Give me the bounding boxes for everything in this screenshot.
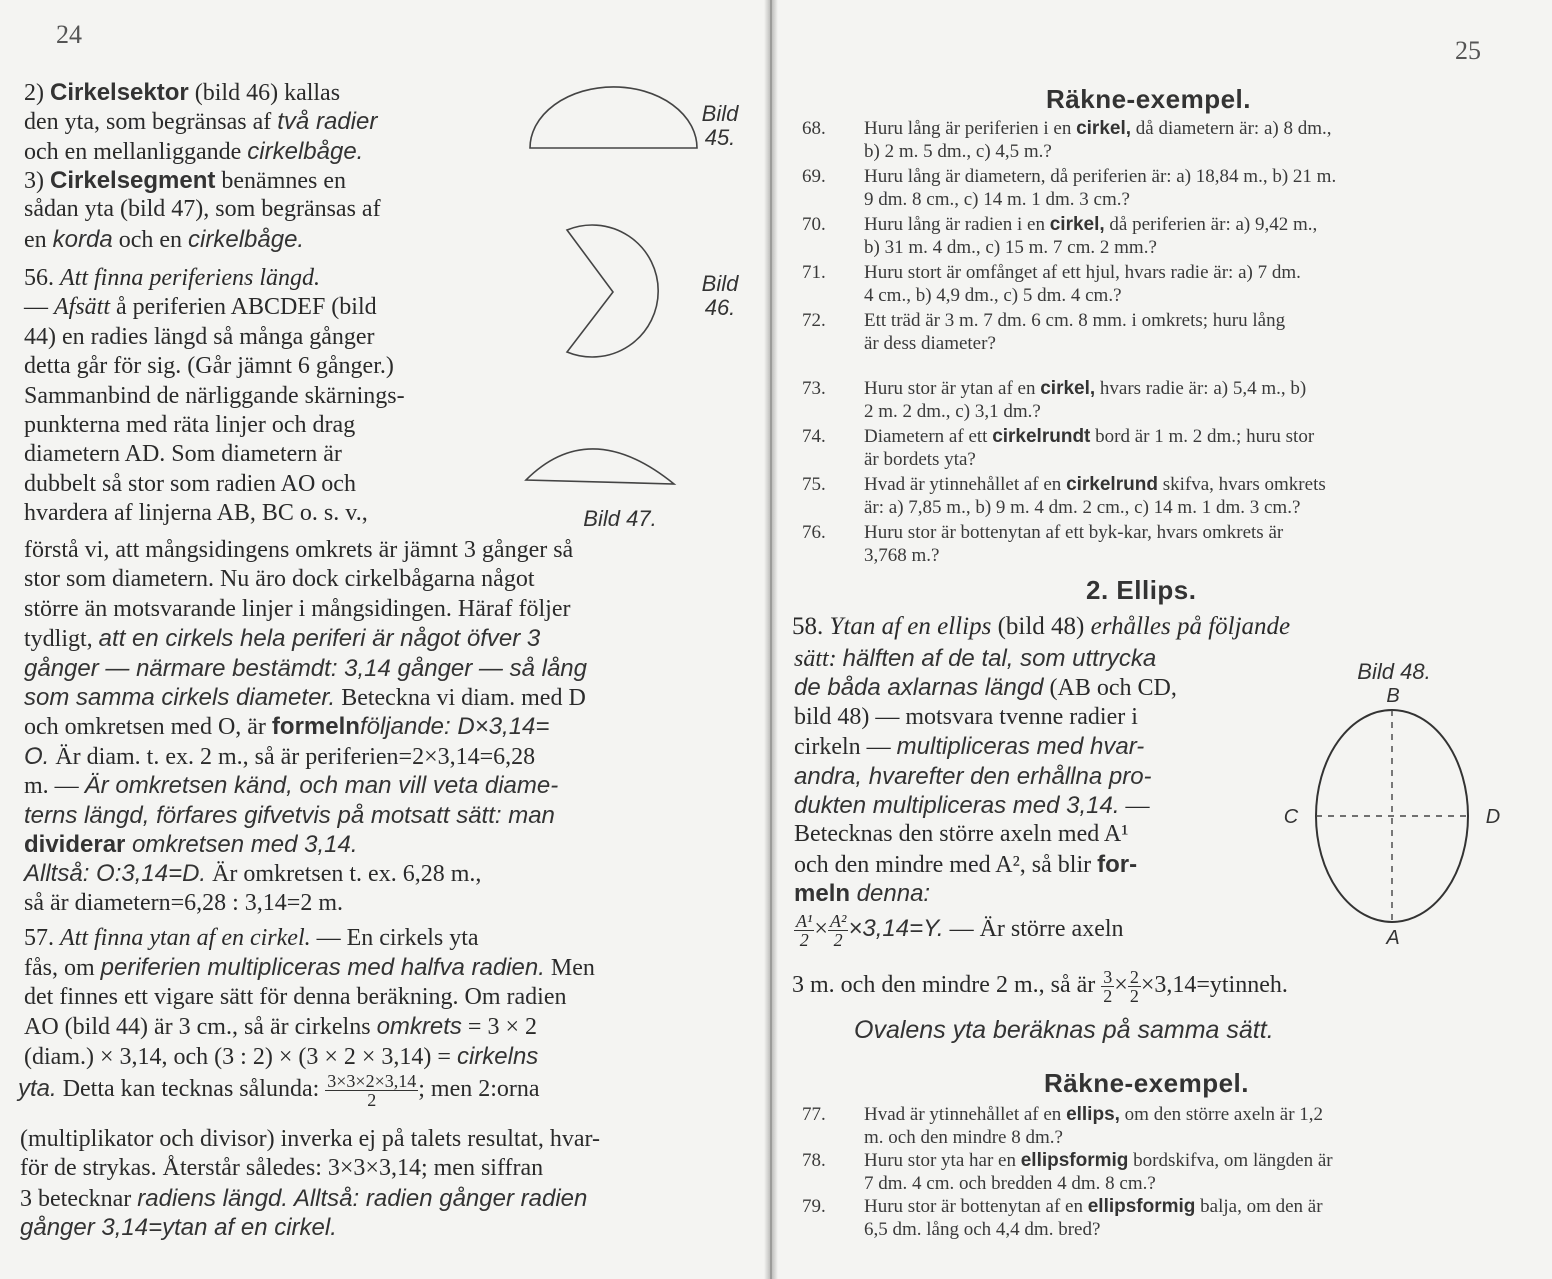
text-line — [794, 673, 1177, 702]
text-line — [24, 595, 587, 624]
bold-term: for- — [1097, 850, 1138, 878]
label-A: A — [1386, 927, 1400, 949]
text-run: AO (bild 44) är 3 cm., så är cirkelns — [24, 1014, 377, 1041]
text-run: Sammanbind de närliggande skärnings- — [24, 382, 405, 409]
fraction-line-after: ; men 2:orna — [418, 1076, 540, 1103]
exercise-text — [864, 1104, 1524, 1149]
text-run: och en mellanliggande — [24, 138, 248, 165]
italic-heading: Afsätt — [54, 294, 111, 321]
text-line — [24, 293, 405, 322]
text-line — [24, 624, 587, 653]
text-line — [24, 1042, 595, 1071]
text-line — [792, 612, 1290, 641]
text-line — [20, 1125, 600, 1154]
italic-phrase: omkrets — [376, 1013, 462, 1041]
text-run: så är diametern=6,28 : 3,14=2 m. — [24, 889, 343, 916]
text-run: — — [1119, 792, 1150, 819]
text-line — [794, 732, 1177, 761]
example-line: 3 m. och den mindre 2 m., så är $\frac{3}{2}$ × $\frac{2}{2}$ ×3,14=ytinneh. — [792, 967, 1288, 1006]
bold-term: dividerar — [24, 830, 126, 858]
italic-phrase: cirkelbåge. — [247, 137, 364, 165]
bild-46-sector — [555, 222, 685, 357]
section-56-full — [24, 536, 587, 918]
text-line — [864, 333, 1524, 356]
text-run: 4 cm., b) 4,9 dm., c) 5 dm. 4 cm.? — [864, 284, 1122, 306]
text-run: Är diam. t. ex. 2 m., så är periferien=2×3,14=6,28 — [49, 743, 536, 770]
exercise-number: 76. — [802, 522, 826, 543]
text-run: och en — [112, 226, 189, 253]
bold-term: ellips, — [1066, 1104, 1120, 1125]
fraction-line-middle: Detta kan tecknas sålunda: — [56, 1076, 326, 1103]
text-line — [864, 237, 1524, 260]
text-line — [864, 497, 1524, 520]
text-run: bild 48) — motsvara tvenne radier i — [794, 703, 1138, 730]
text-line — [24, 771, 587, 800]
formula-num-2: A² — [829, 911, 847, 931]
text-run: Ett träd är 3 m. 7 dm. 6 cm. 8 mm. i omkrets; huru lång — [864, 310, 1286, 331]
heading-rakne-exempel-1: Räkne-exempel. — [1046, 84, 1251, 114]
text-line — [864, 1219, 1524, 1242]
text-line — [24, 323, 405, 352]
text-line — [24, 859, 587, 888]
text-line — [864, 1150, 1524, 1173]
text-line — [864, 426, 1524, 449]
text-run: bord är 1 m. 2 dm.; huru stor — [1090, 426, 1315, 447]
text-line — [24, 801, 587, 830]
page-number-right: 25 — [1455, 36, 1481, 65]
text-line — [24, 830, 587, 859]
bold-term: cirkel, — [1076, 118, 1132, 139]
exercise-text — [864, 522, 1524, 567]
text-run: då periferien är: a) 9,42 m., — [1104, 214, 1318, 235]
example-before: 3 m. och den mindre 2 m., så är — [792, 972, 1102, 999]
text-run: — — [24, 294, 54, 321]
text-run: Huru lång är radien i en — [864, 214, 1050, 235]
text-run: Huru stor är bottenytan af en — [864, 1196, 1088, 1217]
label-B: B — [1386, 685, 1400, 707]
bold-term: cirkel, — [1049, 214, 1105, 235]
text-run: detta går för sig. (Går jämnt 6 gånger.) — [24, 353, 394, 380]
text-run: och den mindre med A², så blir — [794, 851, 1098, 878]
text-line — [24, 382, 405, 411]
italic-phrase: som samma cirkels diameter. — [24, 683, 336, 711]
text-line — [24, 499, 405, 528]
section-57-tail — [20, 1125, 600, 1243]
text-run: om den större axeln är 1,2 — [1119, 1104, 1324, 1125]
example-num-2: 2 — [1129, 967, 1139, 987]
bold-term: Cirkelsektor — [50, 79, 189, 106]
exercise-number: 70. — [802, 214, 826, 235]
text-run: (bild 48) — [991, 613, 1091, 640]
text-run: — En cirkels yta — [310, 925, 479, 951]
text-line — [24, 411, 405, 440]
italic-heading: Ytan af en ellips — [829, 613, 992, 640]
text-run: = 3 × 2 — [461, 1014, 537, 1041]
italic-heading: Att finna ytan af en cirkel. — [60, 925, 311, 951]
exercise-text — [864, 378, 1524, 423]
bild-47-segment — [520, 432, 680, 492]
text-run: är bordets yta? — [864, 448, 976, 470]
italic-phrase: cirkelbåge. — [188, 225, 305, 253]
text-line — [794, 820, 1177, 849]
text-run: Beteckna vi diam. med D — [335, 684, 586, 711]
label-C: C — [1283, 806, 1299, 828]
exercise-text — [864, 262, 1524, 307]
paragraph-cirkelsektor — [24, 78, 377, 166]
text-line — [24, 137, 377, 166]
section-57 — [24, 924, 595, 1071]
text-run: 7 dm. 4 cm. och bredden 4 dm. 8 cm.? — [864, 1172, 1156, 1194]
italic-phrase: följande: D×3,14= — [359, 713, 550, 741]
formula-rest: ×3,14=Y. — [848, 915, 944, 943]
text-run: punkterna med räta linjer och drag — [24, 411, 356, 438]
italic-phrase: O. — [24, 742, 50, 770]
text-run: cirkeln — — [794, 734, 897, 761]
text-line — [864, 545, 1524, 568]
text-line — [794, 850, 1177, 879]
text-run: 6,5 dm. lång och 4,4 dm. bred? — [864, 1218, 1101, 1240]
text-line — [24, 953, 595, 982]
italic-phrase: Är omkretsen känd, och man vill veta diame- — [84, 772, 559, 800]
formula-den-1: 2 — [799, 930, 809, 950]
exercise-number: 72. — [802, 310, 826, 331]
text-line — [24, 536, 587, 565]
text-line — [864, 189, 1524, 212]
text-line — [24, 889, 587, 918]
left-page — [0, 0, 772, 1279]
text-line — [24, 1012, 595, 1041]
italic-phrase: andra, hvarefter den erhållna pro- — [794, 762, 1152, 790]
text-run: 56. — [24, 265, 60, 291]
text-line — [24, 470, 405, 499]
italic-phrase: multipliceras med hvar- — [896, 733, 1145, 761]
formula-after: — Är större axeln — [943, 916, 1124, 943]
text-run: Men — [544, 955, 595, 982]
text-run: Huru stor är bottenytan af ett byk-kar, hvars omkrets är — [864, 522, 1284, 543]
italic-heading: sätt: — [794, 646, 843, 672]
text-run: Diametern af ett — [864, 426, 993, 447]
exercise-number: 68. — [802, 118, 826, 139]
italic-phrase: Alltså: O:3,14=D. — [24, 860, 207, 888]
text-run: dubbelt så stor som radien AO och — [24, 470, 356, 497]
text-line — [24, 195, 381, 224]
section-58-body — [794, 644, 1177, 909]
ovalens-line: Ovalens yta beräknas på samma sätt. — [854, 1016, 1274, 1044]
label-D: D — [1485, 806, 1501, 828]
right-page — [772, 0, 1552, 1279]
fraction-denominator: 2 — [367, 1090, 377, 1110]
text-line — [24, 565, 587, 594]
text-line — [864, 166, 1524, 189]
text-line — [24, 166, 381, 195]
bold-term: ellipsformig — [1020, 1150, 1129, 1171]
text-line — [24, 352, 405, 381]
text-run: bordskifva, om längden är — [1128, 1150, 1333, 1171]
text-run: den yta, som begränsas af — [24, 109, 278, 136]
italic-phrase: hälften af de tal, som uttrycka — [842, 645, 1157, 672]
bold-term: cirkelrundt — [992, 426, 1091, 447]
italic-phrase: korda — [52, 225, 113, 253]
text-run: 3,768 m.? — [864, 544, 940, 566]
paragraph-cirkelsegment — [24, 166, 381, 254]
bild-46-caption: Bild 46. — [701, 271, 739, 320]
text-line — [24, 924, 595, 953]
exercise-number: 74. — [802, 426, 826, 447]
text-run: hvardera af linjerna AB, BC o. s. v., — [24, 500, 368, 527]
example-num-1: 3 — [1103, 967, 1113, 987]
italic-phrase: periferien multipliceras med halfva radien. — [100, 954, 545, 982]
heading-ellips: 2. Ellips. — [1086, 575, 1197, 605]
text-run: är dess diameter? — [864, 332, 996, 354]
text-run: (diam.) × 3,14, och (3 : 2) × (3 × 2 × 3,14) = — [24, 1043, 457, 1070]
text-run: b) 31 m. 4 dm., c) 15 m. 7 cm. 2 mm.? — [864, 236, 1157, 258]
exercise-number: 75. — [802, 474, 826, 495]
text-run: b) 2 m. 5 dm., c) 4,5 m.? — [864, 140, 1052, 162]
text-line — [24, 712, 587, 741]
exercise-text — [864, 474, 1524, 519]
formula-den-2: 2 — [833, 930, 843, 950]
text-line — [24, 264, 405, 293]
text-line — [864, 1196, 1524, 1219]
fraction-line-before: yta. — [18, 1075, 57, 1103]
text-run: Huru stor är ytan af en — [864, 378, 1041, 399]
text-line — [794, 703, 1177, 732]
text-run: 2) — [24, 80, 50, 106]
example-den-2: 2 — [1129, 986, 1139, 1006]
text-line — [864, 1104, 1524, 1127]
text-line — [864, 141, 1524, 164]
text-line — [24, 440, 405, 469]
text-line — [864, 214, 1524, 237]
bold-term: cirkelrund — [1066, 474, 1158, 495]
text-run: (multiplikator och divisor) inverka ej på talets resultat, hvar- — [20, 1126, 601, 1152]
text-run: diametern AD. Som diametern är — [24, 441, 342, 468]
text-line — [24, 225, 381, 254]
text-run: för de strykas. Återstår således: 3×3×3,14; men siffran — [20, 1155, 544, 1182]
text-line — [24, 78, 377, 107]
italic-phrase: radiens längd. Alltså: radien gånger radien — [137, 1184, 588, 1212]
text-run: en — [24, 226, 53, 253]
italic-phrase: dukten multipliceras med 3,14. — [794, 791, 1120, 819]
text-run: förstå vi, att mångsidingens omkrets är jämnt 3 gånger så — [24, 537, 574, 563]
italic-phrase: omkretsen med 3,14. — [125, 830, 358, 858]
text-run: 2 m. 2 dm., c) 3,1 dm.? — [864, 400, 1041, 422]
italic-heading: Att finna periferiens längd. — [60, 265, 320, 291]
text-run: å periferien ABCDEF (bild — [110, 294, 377, 321]
text-run: det finnes ett vigare sätt för denna beräkning. Om radien — [24, 983, 567, 1010]
exercise-text — [864, 1196, 1524, 1241]
text-run: hvars radie är: a) 5,4 m., b) — [1095, 378, 1307, 399]
text-run: Huru stor yta har en — [864, 1150, 1021, 1171]
italic-heading: erhålles på följande — [1090, 613, 1291, 640]
exercise-number: 69. — [802, 166, 826, 187]
text-run: m. och den mindre 8 dm.? — [864, 1126, 1063, 1148]
bild-48-caption: Bild 48. — [1357, 659, 1431, 684]
section-58-first-line — [792, 612, 1290, 641]
text-line — [864, 310, 1524, 333]
bold-term: cirkel, — [1040, 378, 1096, 399]
text-run: Hvad är ytinnehållet af en — [864, 474, 1067, 495]
exercise-number: 77. — [802, 1104, 826, 1125]
text-run: 3) — [24, 168, 50, 194]
text-run: skifva, hvars omkrets — [1157, 474, 1326, 495]
bild-48-ellipse — [1312, 706, 1476, 928]
text-run: Är omkretsen t. ex. 6,28 m., — [206, 861, 482, 888]
exercise-number: 79. — [802, 1196, 826, 1217]
text-line — [20, 1184, 600, 1213]
exercise-text — [864, 118, 1524, 163]
italic-phrase: två radier — [277, 108, 378, 136]
heading-rakne-exempel-2: Räkne-exempel. — [1044, 1068, 1249, 1098]
text-line — [864, 522, 1524, 545]
text-run: sådan yta (bild 47), som begränsas af — [24, 196, 381, 223]
text-run: m. — — [24, 773, 85, 800]
italic-phrase: de båda axlarnas längd — [794, 674, 1044, 702]
exercise-text — [864, 1150, 1524, 1195]
text-run: (bild 46) kallas — [188, 80, 341, 106]
text-run: balja, om den är — [1195, 1196, 1323, 1217]
text-run: fås, om — [24, 955, 101, 982]
text-line — [24, 683, 587, 712]
text-run: 58. — [792, 613, 830, 640]
exercise-text — [864, 166, 1524, 211]
section-56-narrow — [24, 264, 405, 529]
exercise-text — [864, 426, 1524, 471]
ellipse-formula: $\frac{\text{A¹}}{2}$ × $\frac{\text{A²}}{2}$ ×3,14=Y. — Är större axeln — [796, 911, 1124, 950]
text-line — [24, 654, 587, 683]
fraction — [325, 1072, 418, 1109]
text-run: 57. — [24, 925, 60, 951]
text-line — [864, 1173, 1524, 1196]
bold-term: formeln — [271, 713, 360, 741]
text-line — [864, 474, 1524, 497]
text-line — [794, 879, 1177, 908]
example-rest: ×3,14=ytinneh. — [1140, 972, 1288, 999]
text-run: (AB och CD, — [1043, 675, 1177, 702]
italic-phrase: att en cirkels hela periferi är något öfver 3 — [98, 625, 541, 653]
exercise-text — [864, 214, 1524, 259]
text-run: Huru stort är omfånget af ett hjul, hvars radie är: a) 7 dm. — [864, 262, 1301, 283]
text-run: är: a) 7,85 m., b) 9 m. 4 dm. 2 cm., c) 14 m. 1 dm. 3 cm.? — [864, 496, 1301, 518]
bild-45-semicircle — [525, 85, 705, 155]
bild-45-caption: Bild 45. — [701, 101, 739, 150]
text-run: Huru lång är periferien i en — [864, 118, 1077, 139]
text-run: tydligt, — [24, 626, 99, 653]
exercise-text — [864, 310, 1524, 355]
text-line — [24, 107, 377, 136]
exercise-number: 71. — [802, 262, 826, 283]
text-line — [20, 1154, 600, 1183]
text-run: och omkretsen med O, är — [24, 714, 272, 741]
text-run: 3 betecknar — [20, 1185, 138, 1212]
text-line — [864, 118, 1524, 141]
text-line — [20, 1213, 600, 1242]
italic-phrase: gånger 3,14=ytan af en cirkel. — [20, 1214, 337, 1242]
italic-phrase: gånger — närmare bestämdt: 3,14 gånger — så lång — [24, 654, 587, 682]
fraction-numerator: 3×3×2×3,14 — [327, 1071, 417, 1091]
text-run: 44) en radies längd så många gånger — [24, 323, 375, 350]
text-run: stor som diametern. Nu äro dock cirkelbågarna något — [24, 566, 535, 593]
fraction-line — [18, 1072, 540, 1109]
example-den-1: 2 — [1103, 986, 1113, 1006]
text-run: benämnes en — [215, 168, 347, 194]
italic-phrase: terns längd, förfares gifvetvis på motsatt sätt: man — [24, 801, 555, 829]
formula-num-1: A¹ — [796, 911, 813, 931]
text-line — [794, 644, 1177, 673]
bild-47-caption: Bild 47. — [583, 506, 657, 531]
text-line — [864, 285, 1524, 308]
text-line — [794, 791, 1177, 820]
text-run: då diametern är: a) 8 dm., — [1131, 118, 1332, 139]
bold-term: ellipsformig — [1087, 1196, 1196, 1217]
page-number-left: 24 — [56, 20, 82, 49]
bold-term: Cirkelsegment — [50, 167, 216, 194]
exercise-number: 73. — [802, 378, 826, 399]
text-run: Huru lång är diametern, då periferien är: a) 18,84 m., b) 21 m. — [864, 166, 1337, 187]
text-run: Betecknas den större axeln med A¹ — [794, 821, 1129, 848]
italic-phrase: denna: — [850, 880, 931, 908]
text-line — [864, 1127, 1524, 1150]
text-line — [24, 742, 587, 771]
text-line — [864, 378, 1524, 401]
text-line — [864, 449, 1524, 472]
text-line — [864, 262, 1524, 285]
text-run: 9 dm. 8 cm., c) 14 m. 1 dm. 3 cm.? — [864, 188, 1130, 210]
text-line — [794, 762, 1177, 791]
italic-phrase: cirkelns — [456, 1042, 539, 1070]
text-run: större än motsvarande linjer i mångsidingen. Häraf följer — [24, 595, 571, 622]
bold-term: meln — [794, 880, 851, 908]
text-run: Hvad är ytinnehållet af en — [864, 1104, 1067, 1125]
exercise-number: 78. — [802, 1150, 826, 1171]
text-line — [864, 401, 1524, 424]
text-line — [24, 983, 595, 1012]
